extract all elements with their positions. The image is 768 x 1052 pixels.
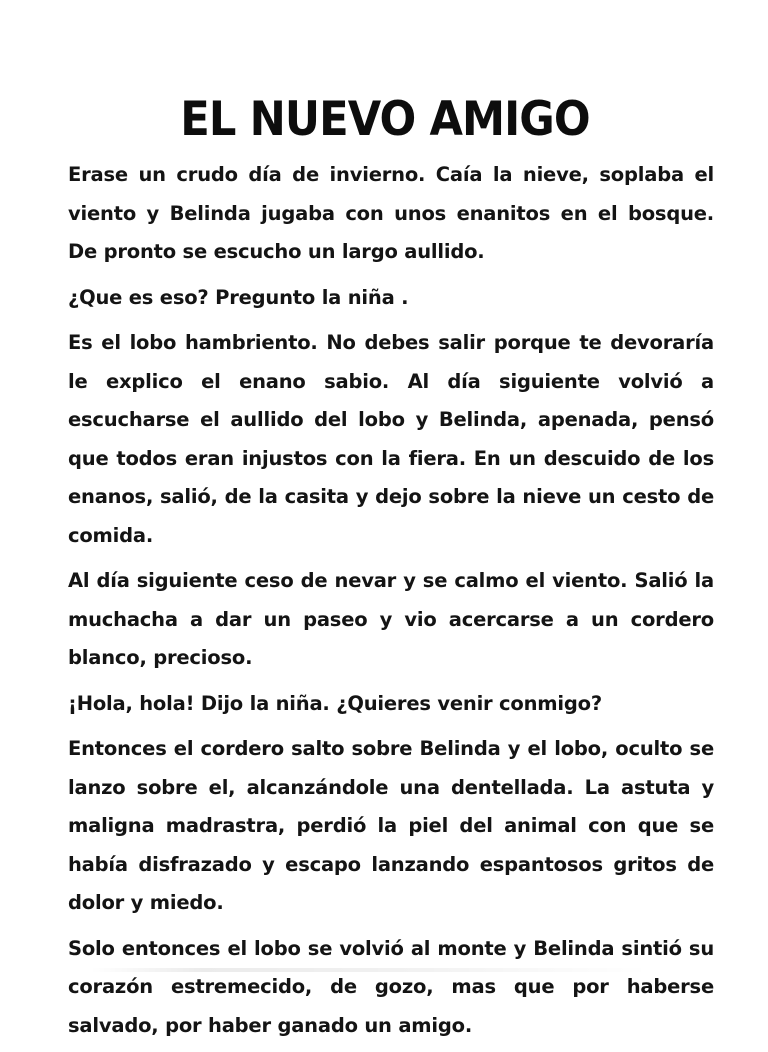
paragraph-7: Solo entonces el lobo se volvió al monte y Belinda sintió su corazón estremecido, de gozo, mas que por haberse salvado, por haber ganado un amigo. [68, 936, 714, 1037]
paragraph-1: Erase un crudo día de invierno. Caía la nieve, soplaba el viento y Belinda jugaba con unos enanitos en el bosque. De pronto se escucho un largo aullido. [68, 163, 714, 263]
document-page [44, 90, 734, 1037]
paragraph-4: Al día siguiente ceso de nevar y se calmo el viento. Salió la muchacha a dar un paseo y vio acercarse a un cordero blanco, precioso. [68, 569, 714, 669]
paragraph-2: ¿Que es eso? Pregunto la niña . [68, 285, 409, 309]
paragraph-6: Entonces el cordero salto sobre Belinda y el lobo, oculto se lanzo sobre el, alcanzándole una dentellada. La astuta y maligna madrastra, perdió la piel del animal con que se había disfrazado y escapo lanzando espantosos gritos de dolor y miedo. [68, 737, 714, 914]
story-body [68, 156, 714, 1052]
page-bottom-shadow [90, 968, 650, 972]
paragraph-3: Es el lobo hambriento. No debes salir porque te devoraría le explico el enano sabio. Al día siguiente volvió a escucharse el aullido del lobo y Belinda, apenada, pensó que todos eran injustos con la fiera. En un descuido de los enanos, salió, de la casita y dejo sobre la nieve un cesto de comida. [68, 331, 714, 547]
document-title: EL NUEVO AMIGO [180, 92, 590, 147]
paragraph-5: ¡Hola, hola! Dijo la niña. ¿Quieres venir conmigo? [68, 691, 602, 715]
